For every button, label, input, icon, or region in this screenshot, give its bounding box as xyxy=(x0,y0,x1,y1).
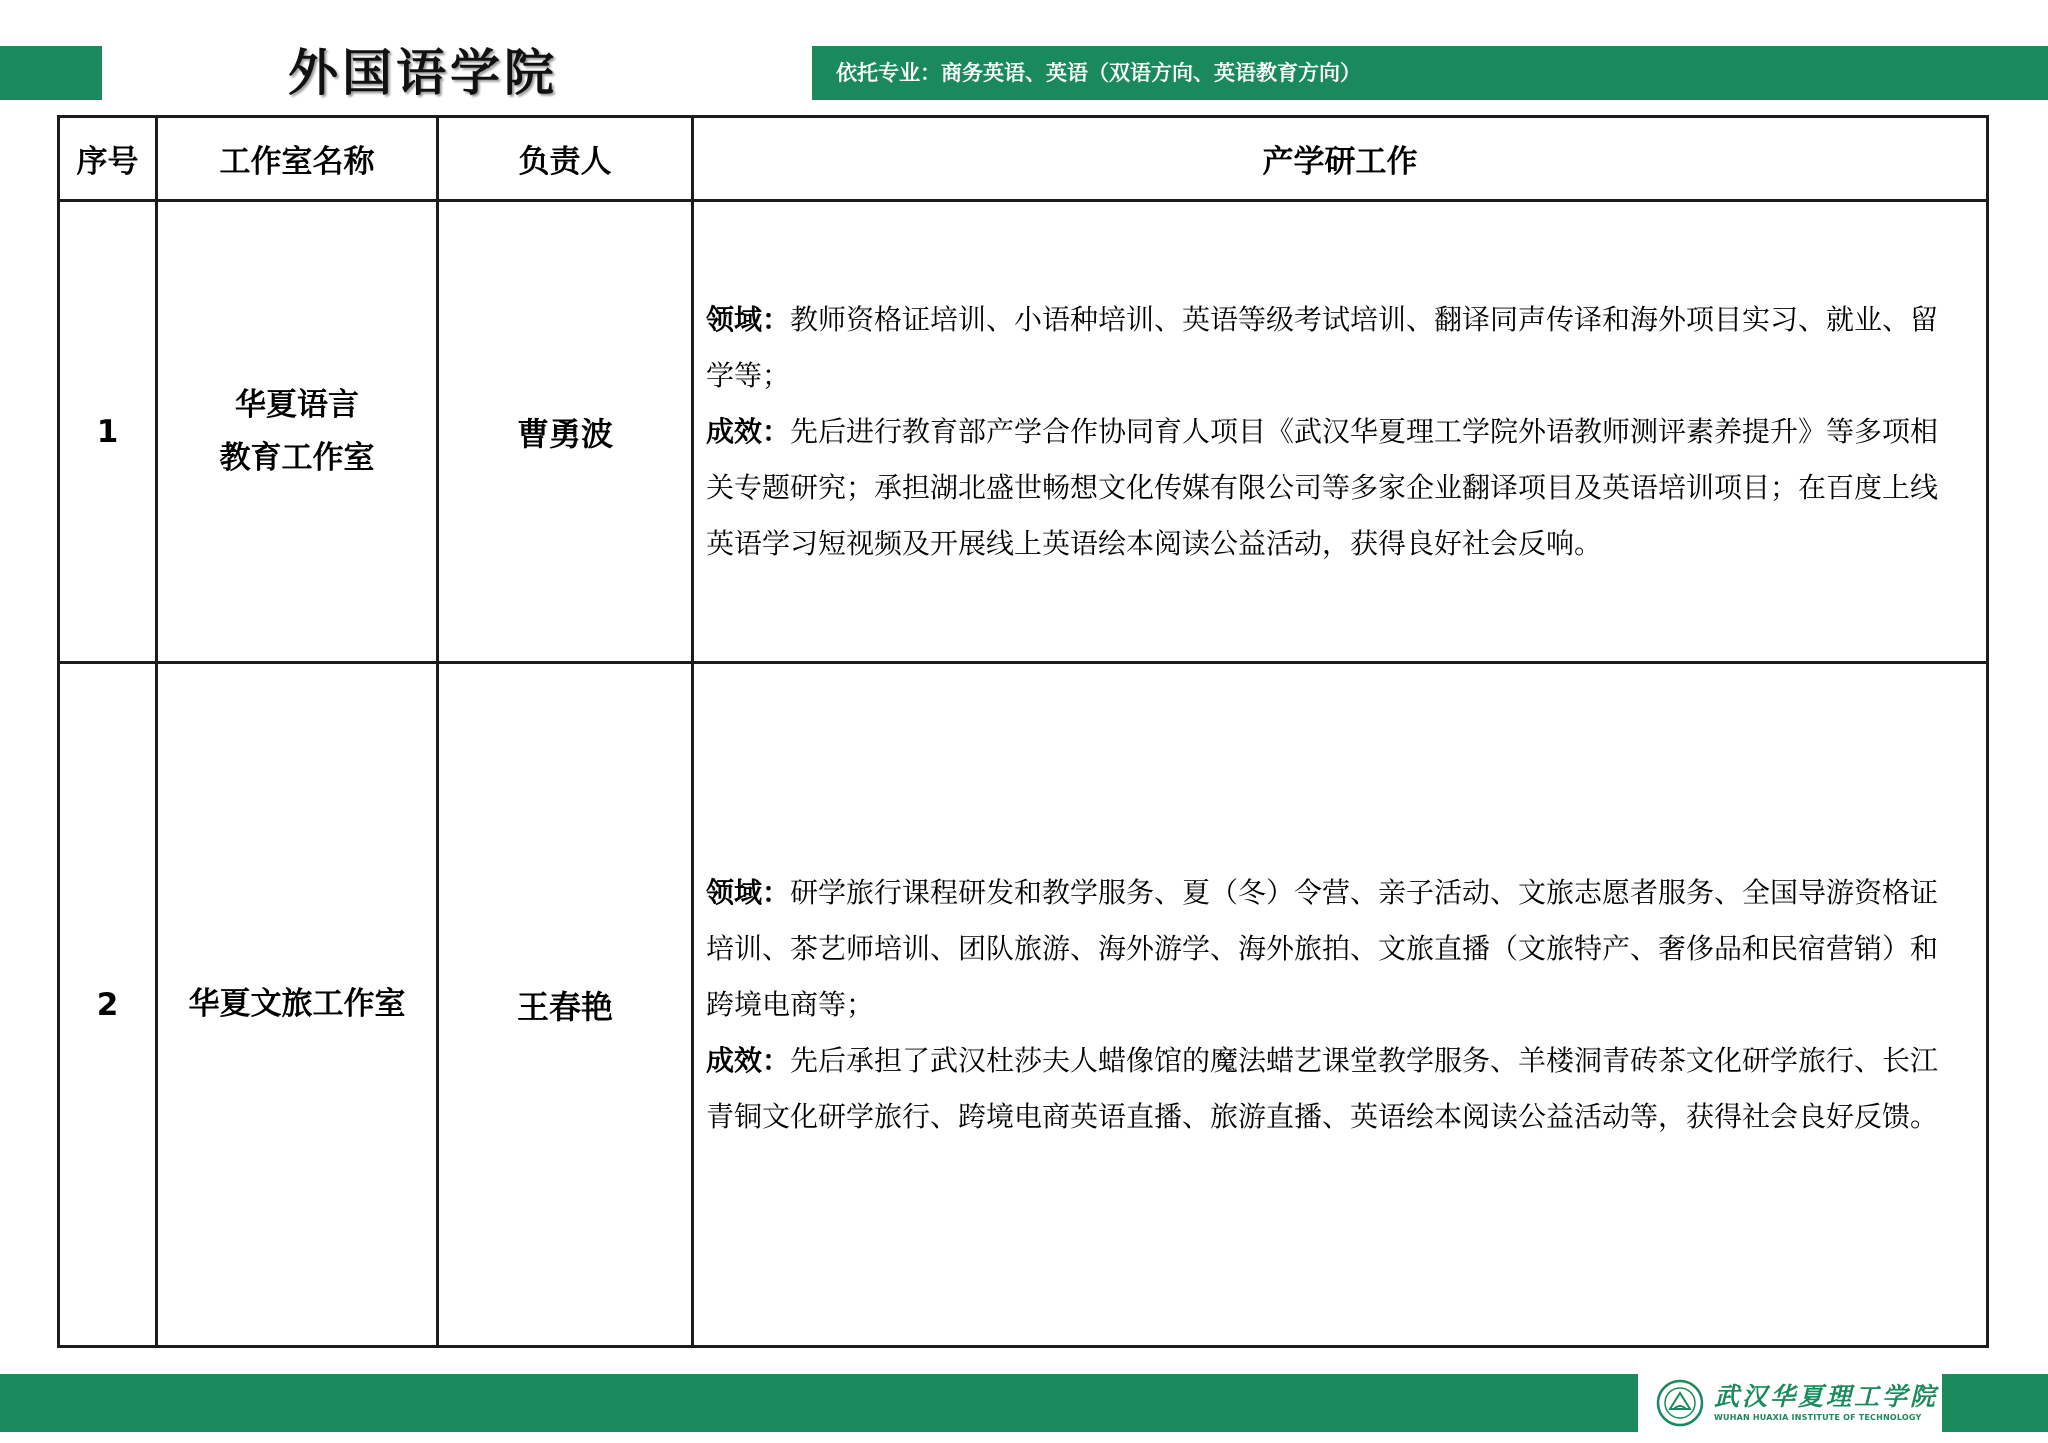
studio-name-line2: 教育工作室 xyxy=(219,439,375,476)
majors-banner xyxy=(812,46,2048,100)
field-text: 教师资格证培训、小语种培训、英语等级考试培训、翻译同声传译和海外项目实习、就业、留学等； xyxy=(706,302,1939,392)
result-paragraph xyxy=(706,404,1948,572)
logo-name-en: WUHAN HUAXIA INSTITUTE OF TECHNOLOGY xyxy=(1714,1413,1922,1422)
result-paragraph xyxy=(706,1033,1948,1145)
col-header-work: 产学研工作 xyxy=(693,117,1988,201)
row-number: 1 xyxy=(59,201,157,663)
studio-table xyxy=(57,115,1989,1348)
studio-name-line1: 华夏文旅工作室 xyxy=(188,986,406,1022)
field-label: 领域： xyxy=(706,875,791,909)
work-description xyxy=(693,663,1988,1347)
col-header-person: 负责人 xyxy=(438,117,693,201)
studio-name-line1: 华夏语言 xyxy=(235,386,359,423)
majors-text: 商务英语、英语（双语方向、英语教育方向） xyxy=(941,61,1361,85)
majors-label: 依托专业： xyxy=(836,61,941,85)
person-in-charge: 王春艳 xyxy=(438,663,693,1347)
field-paragraph xyxy=(706,865,1948,1033)
school-emblem-icon xyxy=(1656,1379,1704,1427)
table-header-row xyxy=(59,117,1988,201)
person-in-charge: 曹勇波 xyxy=(438,201,693,663)
page-title: 外国语学院 xyxy=(288,43,558,102)
studio-name xyxy=(157,201,438,663)
result-text: 先后进行教育部产学合作协同育人项目《武汉华夏理工学院外语教师测评素养提升》等多项相关专题研究；承担湖北盛世畅想文化传媒有限公司等多家企业翻译项目及英语培训项目；在百度上线英语学习短视频及开展线上英语绘本阅读公益活动，获得良好社会反响。 xyxy=(706,414,1939,560)
table-row xyxy=(59,663,1988,1347)
logo-text xyxy=(1714,1382,1938,1424)
table-row xyxy=(59,201,1988,663)
header-left-green-bar xyxy=(0,46,102,100)
field-label: 领域： xyxy=(706,302,791,336)
field-paragraph xyxy=(706,292,1948,404)
result-label: 成效： xyxy=(706,1043,791,1077)
work-description xyxy=(693,201,1988,663)
col-header-number: 序号 xyxy=(59,117,157,201)
field-text: 研学旅行课程研发和教学服务、夏（冬）令营、亲子活动、文旅志愿者服务、全国导游资格证培训、茶艺师培训、团队旅游、海外游学、海外旅拍、文旅直播（文旅特产、奢侈品和民宿营销）和跨境电商等； xyxy=(706,875,1939,1021)
col-header-studio-name: 工作室名称 xyxy=(157,117,438,201)
row-number: 2 xyxy=(59,663,157,1347)
result-label: 成效： xyxy=(706,414,791,448)
school-logo xyxy=(1638,1372,1942,1434)
logo-name-cn: 武汉华夏理工学院 xyxy=(1714,1382,1939,1411)
result-text: 先后承担了武汉杜莎夫人蜡像馆的魔法蜡艺课堂教学服务、羊楼洞青砖茶文化研学旅行、长江青铜文化研学旅行、跨境电商英语直播、旅游直播、英语绘本阅读公益活动等，获得社会良好反馈。 xyxy=(706,1043,1939,1133)
studio-name xyxy=(157,663,438,1347)
